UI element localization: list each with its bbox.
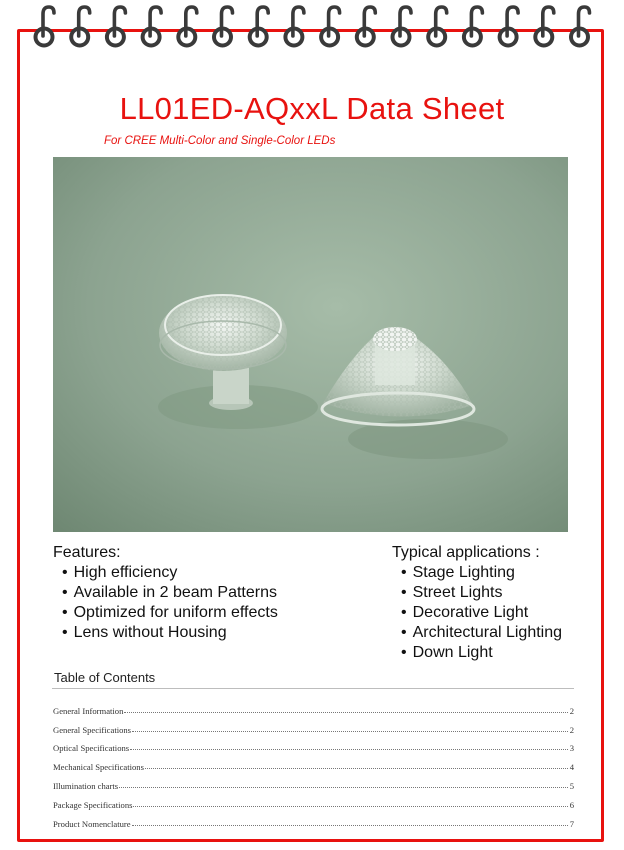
toc-leader [145, 768, 568, 769]
binding-ring [214, 7, 233, 46]
application-item: • Street Lights [401, 583, 562, 603]
applications-heading: Typical applications : [392, 544, 540, 561]
toc-entry[interactable] [53, 772, 574, 791]
toc-entry-page: 2 [569, 724, 574, 735]
application-item: • Architectural Lighting [401, 623, 562, 643]
features-heading: Features: [53, 544, 121, 561]
toc-leader [132, 731, 568, 732]
toc-entry-label: General Information [53, 705, 124, 716]
toc-heading: Table of Contents [54, 670, 156, 685]
toc-leader [133, 806, 567, 807]
feature-item: • High efficiency [62, 563, 278, 583]
product-photo [53, 157, 568, 532]
toc-entry-label: Mechanical Specifications [53, 762, 144, 773]
toc-entry[interactable] [53, 810, 574, 829]
binding-ring [285, 7, 304, 46]
binding-ring [36, 7, 55, 46]
binding-ring [250, 7, 269, 46]
binding-ring [178, 7, 197, 46]
toc-entry-page: 7 [569, 818, 574, 829]
toc-entry[interactable] [53, 697, 574, 716]
application-item: • Decorative Light [401, 603, 562, 623]
application-item: • Down Light [401, 643, 562, 663]
binding-ring [464, 7, 483, 46]
binding-ring [393, 7, 412, 46]
toc-leader [119, 787, 568, 788]
toc-entry-label: Optical Specifications [53, 743, 130, 754]
binding-ring [428, 7, 447, 46]
table-of-contents [53, 697, 574, 829]
spiral-binding [0, 0, 624, 60]
features-section [53, 543, 278, 643]
binding-ring [71, 7, 90, 46]
feature-item: • Available in 2 beam Patterns [62, 583, 278, 603]
document-subtitle: For CREE Multi-Color and Single-Color LEDs [104, 135, 336, 147]
feature-item: • Optimized for uniform effects [62, 603, 278, 623]
toc-entry-label: Illumination charts [53, 780, 119, 791]
binding-ring [357, 7, 376, 46]
toc-leader [132, 825, 568, 826]
document-title: LL01ED-AQxxL Data Sheet [119, 91, 505, 126]
feature-item: • Lens without Housing [62, 623, 278, 643]
toc-leader [130, 749, 568, 750]
toc-entry[interactable] [53, 791, 574, 810]
toc-entry-page: 3 [569, 743, 574, 754]
toc-entry-label: Product Nomenclature [53, 818, 131, 829]
binding-ring [500, 7, 518, 46]
binding-ring [535, 7, 554, 46]
binding-ring [571, 7, 590, 46]
binding-ring [143, 7, 162, 46]
binding-ring [321, 7, 340, 46]
toc-entry-page: 6 [569, 799, 574, 810]
applications-section [392, 543, 562, 663]
toc-entry[interactable] [53, 753, 574, 772]
toc-entry[interactable] [53, 716, 574, 735]
toc-entry-page: 4 [569, 762, 574, 773]
toc-leader [124, 712, 567, 713]
toc-entry-label: Package Specifications [53, 799, 133, 810]
toc-entry-label: General Specifications [53, 724, 132, 735]
toc-entry[interactable] [53, 735, 574, 754]
binding-ring [107, 7, 126, 46]
toc-entry-page: 5 [569, 780, 574, 791]
toc-divider [52, 688, 574, 689]
application-item: • Stage Lighting [401, 563, 562, 583]
toc-entry-page: 2 [569, 705, 574, 716]
